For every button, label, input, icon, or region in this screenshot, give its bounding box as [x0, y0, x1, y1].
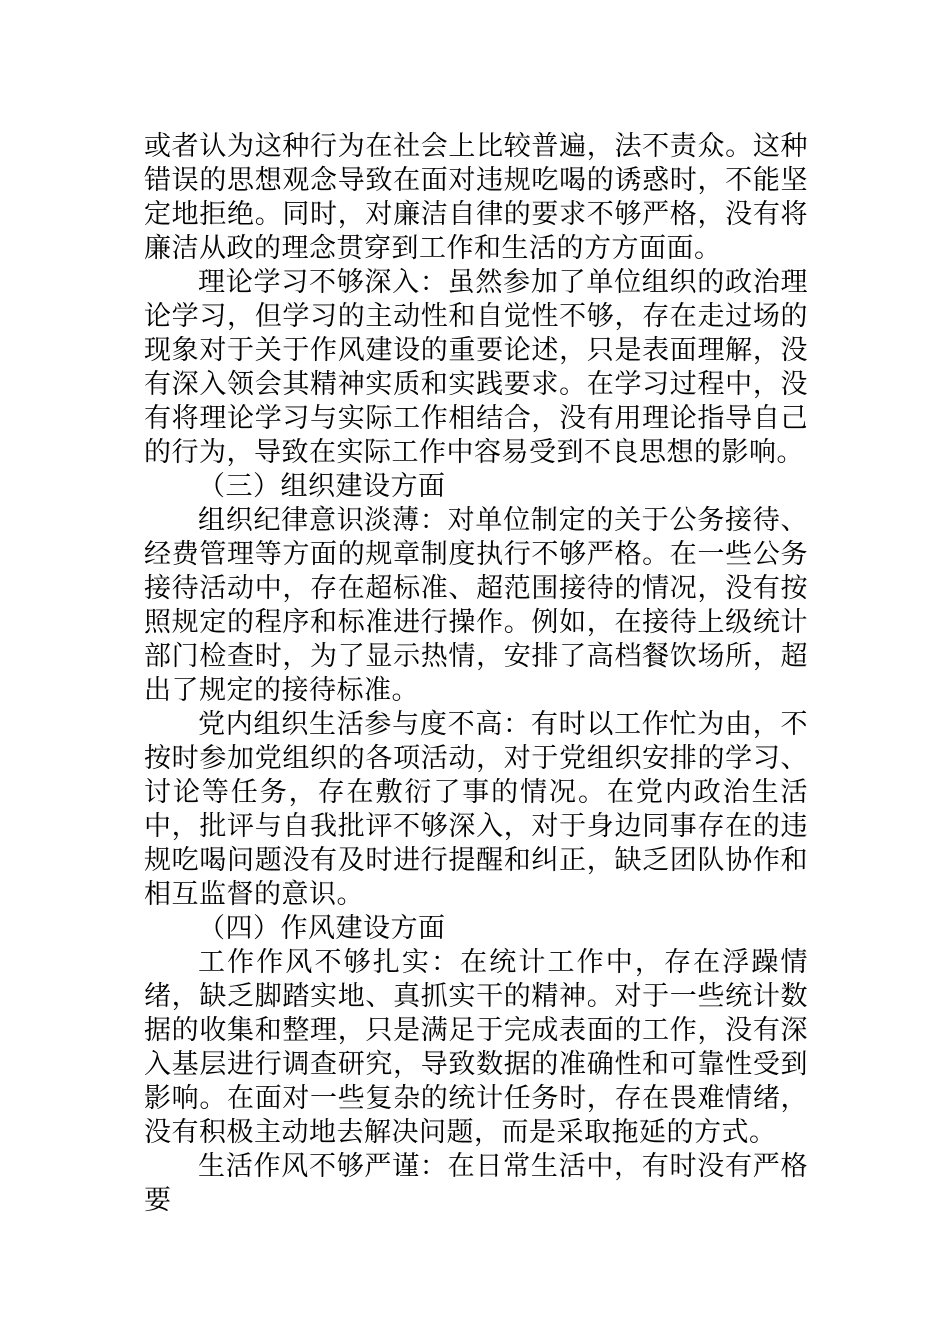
paragraph-life-style: 生活作风不够严谨：在日常生活中，有时没有严格要 — [144, 1151, 808, 1216]
paragraph-discipline: 组织纪律意识淡薄：对单位制定的关于公务接待、经费管理等方面的规章制度执行不够严格。在一些公务接待活动中，存在超标准、超范围接待的情况，没有按照规定的程序和标准进行操作。例如，在接待上级统计部门检查时，为了显示热情，安排了高档餐饮场所，超出了规定的接待标准。 — [144, 505, 808, 706]
paragraph-theory-study: 理论学习不够深入：虽然参加了单位组织的政治理论学习，但学习的主动性和自觉性不够，存在走过场的现象对于关于作风建设的重要论述，只是表面理解，没有深入领会其精神实质和实践要求。在学习过程中，没有将理论学习与实际工作相结合，没有用理论指导自己的行为，导致在实际工作中容易受到不良思想的影响。 — [144, 267, 808, 468]
paragraph-party-life: 党内组织生活参与度不高：有时以工作忙为由，不按时参加党组织的各项活动，对于党组织安排的学习、讨论等任务，存在敷衍了事的情况。在党内政治生活中，批评与自我批评不够深入，对于身边同事存在的违规吃喝问题没有及时进行提醒和纠正，缺乏团队协作和相互监督的意识。 — [144, 709, 808, 910]
section-heading-organization: （三）组织建设方面 — [198, 471, 446, 502]
section-heading-work-style: （四）作风建设方面 — [198, 913, 446, 944]
document-body — [144, 130, 808, 1218]
paragraph-work-style: 工作作风不够扎实：在统计工作中，存在浮躁情绪，缺乏脚踏实地、真抓实干的精神。对于一些统计数据的收集和整理，只是满足于完成表面的工作，没有深入基层进行调查研究，导致数据的准确性和可靠性受到影响。在面对一些复杂的统计任务时，存在畏难情绪，没有积极主动地去解决问题，而是采取拖延的方式。 — [144, 947, 808, 1148]
continuation-paragraph: 或者认为这种行为在社会上比较普遍，法不责众。这种错误的思想观念导致在面对违规吃喝的诱惑时，不能坚定地拒绝。同时，对廉洁自律的要求不够严格，没有将廉洁从政的理念贯穿到工作和生活的方方面面。 — [144, 131, 808, 264]
